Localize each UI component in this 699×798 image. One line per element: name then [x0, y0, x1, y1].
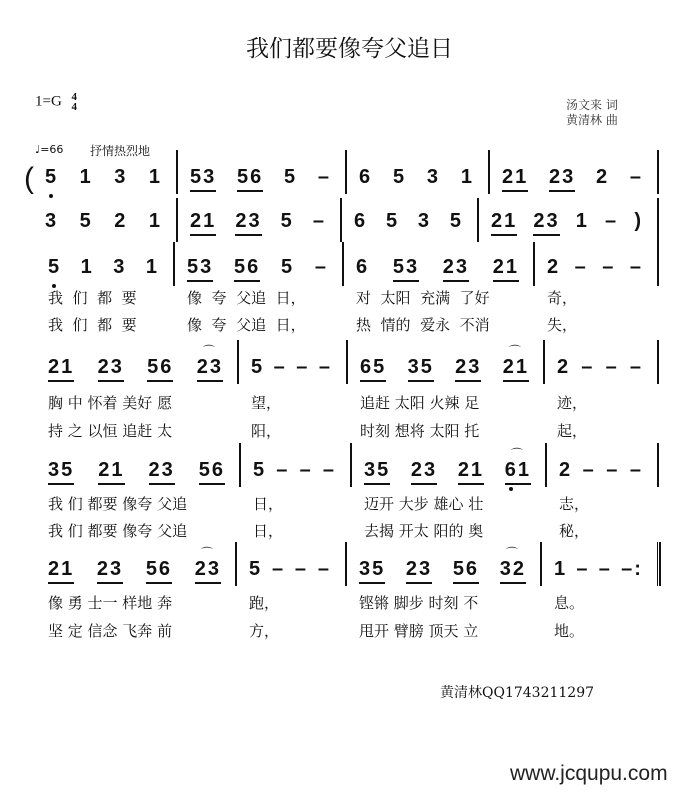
lyric-verse-1: 像 勇 士一 样地 奔 [48, 594, 173, 612]
barline [657, 542, 661, 586]
note-group: 53 [393, 256, 419, 282]
fermata-mark: ⌒ [505, 546, 520, 560]
note-group: 2 [547, 256, 561, 278]
barline [477, 198, 479, 242]
barline [176, 198, 178, 242]
note-group: 53 [187, 256, 213, 282]
sustain-dash: –: [621, 558, 643, 580]
note-group: 1 [80, 256, 94, 278]
note-group: 23 [97, 558, 123, 584]
sustain-dash: – [576, 558, 590, 580]
barline [657, 242, 659, 286]
sustain-dash: – [605, 356, 619, 378]
barline [540, 542, 542, 586]
note-group: 1 [554, 558, 568, 580]
lyric-verse-1: 志， [559, 495, 590, 513]
low-octave-dot [509, 487, 513, 491]
measure [359, 166, 474, 210]
measure [45, 210, 162, 254]
note-group: 23 [235, 210, 261, 236]
key-signature [35, 92, 77, 112]
note-group: 23 ⌒ [195, 558, 221, 584]
note-group: 21 ⌒ [503, 356, 529, 382]
note-group: 5 [280, 210, 294, 232]
lyric-verse-1: 迹， [557, 394, 588, 412]
note-group: 6 [354, 210, 368, 232]
note-group: 5 [249, 558, 263, 580]
barline [239, 443, 241, 487]
note-group: 5 [392, 166, 407, 188]
lyric-verse-1: 望， [251, 394, 282, 412]
measure [45, 166, 162, 210]
note-group: 23 [406, 558, 432, 584]
note-group: 3 [426, 166, 441, 188]
note-group: 21 [98, 459, 124, 485]
sustain-dash: – [581, 356, 595, 378]
note-group: 21 [48, 558, 74, 584]
note-group: 23 [98, 356, 124, 382]
lyric-verse-1: 日， [253, 495, 284, 513]
note-group: 5 [284, 166, 298, 188]
barline [657, 443, 659, 487]
sustain-dash: – [294, 558, 309, 580]
note-group: 3 [113, 256, 127, 278]
fermata-mark: ⌒ [508, 344, 523, 358]
note-group: 35 [408, 356, 434, 382]
sustain-dash: – [318, 356, 332, 378]
lyric-verse-2: 持 之 以恒 追赶 太 [48, 422, 173, 440]
note-group: 5 [449, 210, 463, 232]
lyric-verse-1: 迈开 大步 雄心 壮 [364, 495, 484, 513]
note-group: 61 ⌒ [505, 459, 531, 485]
watermark: www.jcqupu.com [510, 762, 668, 785]
barline [237, 340, 239, 384]
note-group: 56 [453, 558, 479, 584]
note-group: 5 [385, 210, 400, 232]
measure [190, 166, 331, 210]
note-group: 5 [281, 256, 295, 278]
sustain-dash: – [602, 256, 616, 278]
note-group: 23 [455, 356, 481, 382]
note-group: 5 [45, 166, 58, 190]
fermata-mark: ⌒ [510, 447, 525, 461]
lyric-verse-2: 起， [557, 422, 588, 440]
measure [502, 166, 643, 210]
barline [533, 242, 535, 286]
measure [491, 210, 643, 254]
barline [543, 340, 545, 384]
sustain-dash: – [606, 459, 620, 481]
note-group: 3 [114, 166, 128, 188]
close-paren: ) [634, 210, 643, 232]
sustain-dash: – [574, 256, 588, 278]
lyric-verse-2: 我 们 都 要 [48, 316, 137, 334]
sustain-dash: – [629, 459, 643, 481]
sustain-dash: – [314, 256, 328, 278]
barline [340, 198, 342, 242]
barline [345, 542, 347, 586]
note-group: 35 [364, 459, 390, 485]
sustain-dash: – [317, 558, 331, 580]
sustain-dash: – [317, 166, 331, 188]
note-group: 1 [148, 166, 162, 188]
note-group: 1 [148, 210, 162, 232]
note-group: 1 [460, 166, 474, 188]
note-group: 21 [491, 210, 517, 236]
lyric-verse-2: 时刻 想将 太阳 托 [360, 422, 480, 440]
lyric-verse-2: 地。 [554, 622, 585, 640]
sustain-dash: – [629, 166, 643, 188]
time-signature [72, 92, 78, 112]
note-group: 56 [147, 356, 173, 382]
note-group: 5 [253, 459, 267, 481]
barline [173, 242, 175, 286]
fermata-mark: ⌒ [200, 546, 215, 560]
lyric-verse-2: 热 情的 爱永 不消 [356, 316, 490, 334]
sustain-dash: – [276, 459, 290, 481]
note-group: 1 [79, 166, 93, 188]
lyric-verse-1: 我 们 都 要 [48, 289, 137, 307]
lyric-verse-2: 甩开 臂膀 顶天 立 [359, 622, 479, 640]
lyric-verse-2: 坚 定 信念 飞奔 前 [48, 622, 173, 640]
sustain-dash: – [322, 459, 336, 481]
note-group: 23 [533, 210, 559, 236]
barline [545, 443, 547, 487]
measure [354, 210, 463, 254]
barline [657, 340, 659, 384]
note-group: 21 [502, 166, 528, 192]
barline [176, 150, 178, 194]
fermata-mark: ⌒ [202, 344, 217, 358]
lyric-verse-2: 秘， [559, 522, 590, 540]
sustain-dash: – [299, 459, 313, 481]
sustain-dash: – [296, 356, 310, 378]
lyric-verse-2: 我 们 都要 像夸 父追 [48, 522, 188, 540]
lyric-verse-1: 像 夸 父追 日， [187, 289, 306, 307]
song-title: 我们都要像夸父追日 [246, 36, 453, 62]
lyric-verse-2: 阳， [251, 422, 282, 440]
note-group: 21 [493, 256, 519, 282]
note-group: 6 [359, 166, 373, 188]
lyric-verse-2: 去揭 开太 阳的 奥 [364, 522, 484, 540]
note-group: 32 ⌒ [500, 558, 526, 584]
lyric-verse-2: 像 夸 父追 日， [187, 316, 306, 334]
note-group: 21 [48, 356, 74, 382]
barline [657, 150, 659, 194]
lyric-verse-2: 日， [253, 522, 284, 540]
lyric-verse-1: 我 们 都要 像夸 父追 [48, 495, 188, 513]
note-group: 1 [575, 210, 589, 232]
note-group: 21 [190, 210, 216, 236]
note-group: 65 [360, 356, 386, 382]
low-octave-dot [49, 194, 53, 198]
open-paren: ( [24, 162, 34, 195]
barline [342, 242, 344, 286]
barline [235, 542, 237, 586]
note-group: 56 [199, 459, 225, 485]
expression-marking: 抒情热烈地 [90, 144, 151, 158]
note-group: 5 [251, 356, 265, 378]
note-group: 23 ⌒ [197, 356, 223, 382]
barline [488, 150, 490, 194]
note-group: 56 [146, 558, 172, 584]
footer-credit: 黄清林QQ1743211297 [440, 685, 595, 701]
barline [345, 150, 347, 194]
lyric-verse-2: 方， [249, 622, 280, 640]
note-group: 5 [48, 256, 61, 280]
note-group: 6 [356, 256, 370, 278]
note-group: 35 [359, 558, 385, 584]
sustain-dash: – [582, 459, 596, 481]
note-group: 3 [45, 210, 59, 232]
note-group: 2 [596, 166, 610, 188]
note-group: 56 [237, 166, 263, 192]
sustain-dash: – [605, 210, 619, 232]
lyric-verse-1: 息。 [554, 594, 585, 612]
sustain-dash: – [273, 356, 287, 378]
barline [350, 443, 352, 487]
sustain-dash: – [629, 356, 643, 378]
tempo-marking: ♩=66 [35, 143, 64, 156]
time-sig-bottom: 4 [71, 101, 78, 113]
note-group: 23 [443, 256, 469, 282]
lyric-verse-1: 追赶 太阳 火辣 足 [360, 394, 480, 412]
key-label: 1=G [35, 93, 62, 110]
note-group: 2 [114, 210, 128, 232]
note-group: 23 [411, 459, 437, 485]
sustain-dash: – [629, 256, 643, 278]
sustain-dash: – [598, 558, 612, 580]
barline [346, 340, 348, 384]
note-group: 35 [48, 459, 74, 485]
sustain-dash: – [312, 210, 326, 232]
barline [657, 198, 659, 242]
lyric-verse-1: 铿锵 脚步 时刻 不 [359, 594, 479, 612]
sustain-dash: – [271, 558, 286, 580]
note-group: 23 [549, 166, 575, 192]
note-group: 3 [417, 210, 432, 232]
note-group: 2 [559, 459, 573, 481]
measure [190, 210, 326, 254]
composer-credit: 黄清林 曲 [566, 113, 618, 127]
note-group: 56 [234, 256, 260, 282]
lyric-verse-1: 胸 中 怀着 美好 愿 [48, 394, 173, 412]
note-group: 5 [79, 210, 93, 232]
lyric-verse-1: 对 太阳 充满 了好 [356, 289, 490, 307]
note-group: 1 [145, 256, 159, 278]
lyric-verse-2: 失， [547, 316, 578, 334]
lyric-verse-1: 奇， [547, 289, 578, 307]
note-group: 2 [557, 356, 571, 378]
lyricist-credit: 汤文来 词 [566, 98, 618, 112]
note-group: 21 [458, 459, 484, 485]
lyric-verse-1: 跑， [249, 594, 280, 612]
time-sig-top: 4 [71, 91, 78, 103]
note-group: 23 [149, 459, 175, 485]
note-group: 53 [190, 166, 216, 192]
